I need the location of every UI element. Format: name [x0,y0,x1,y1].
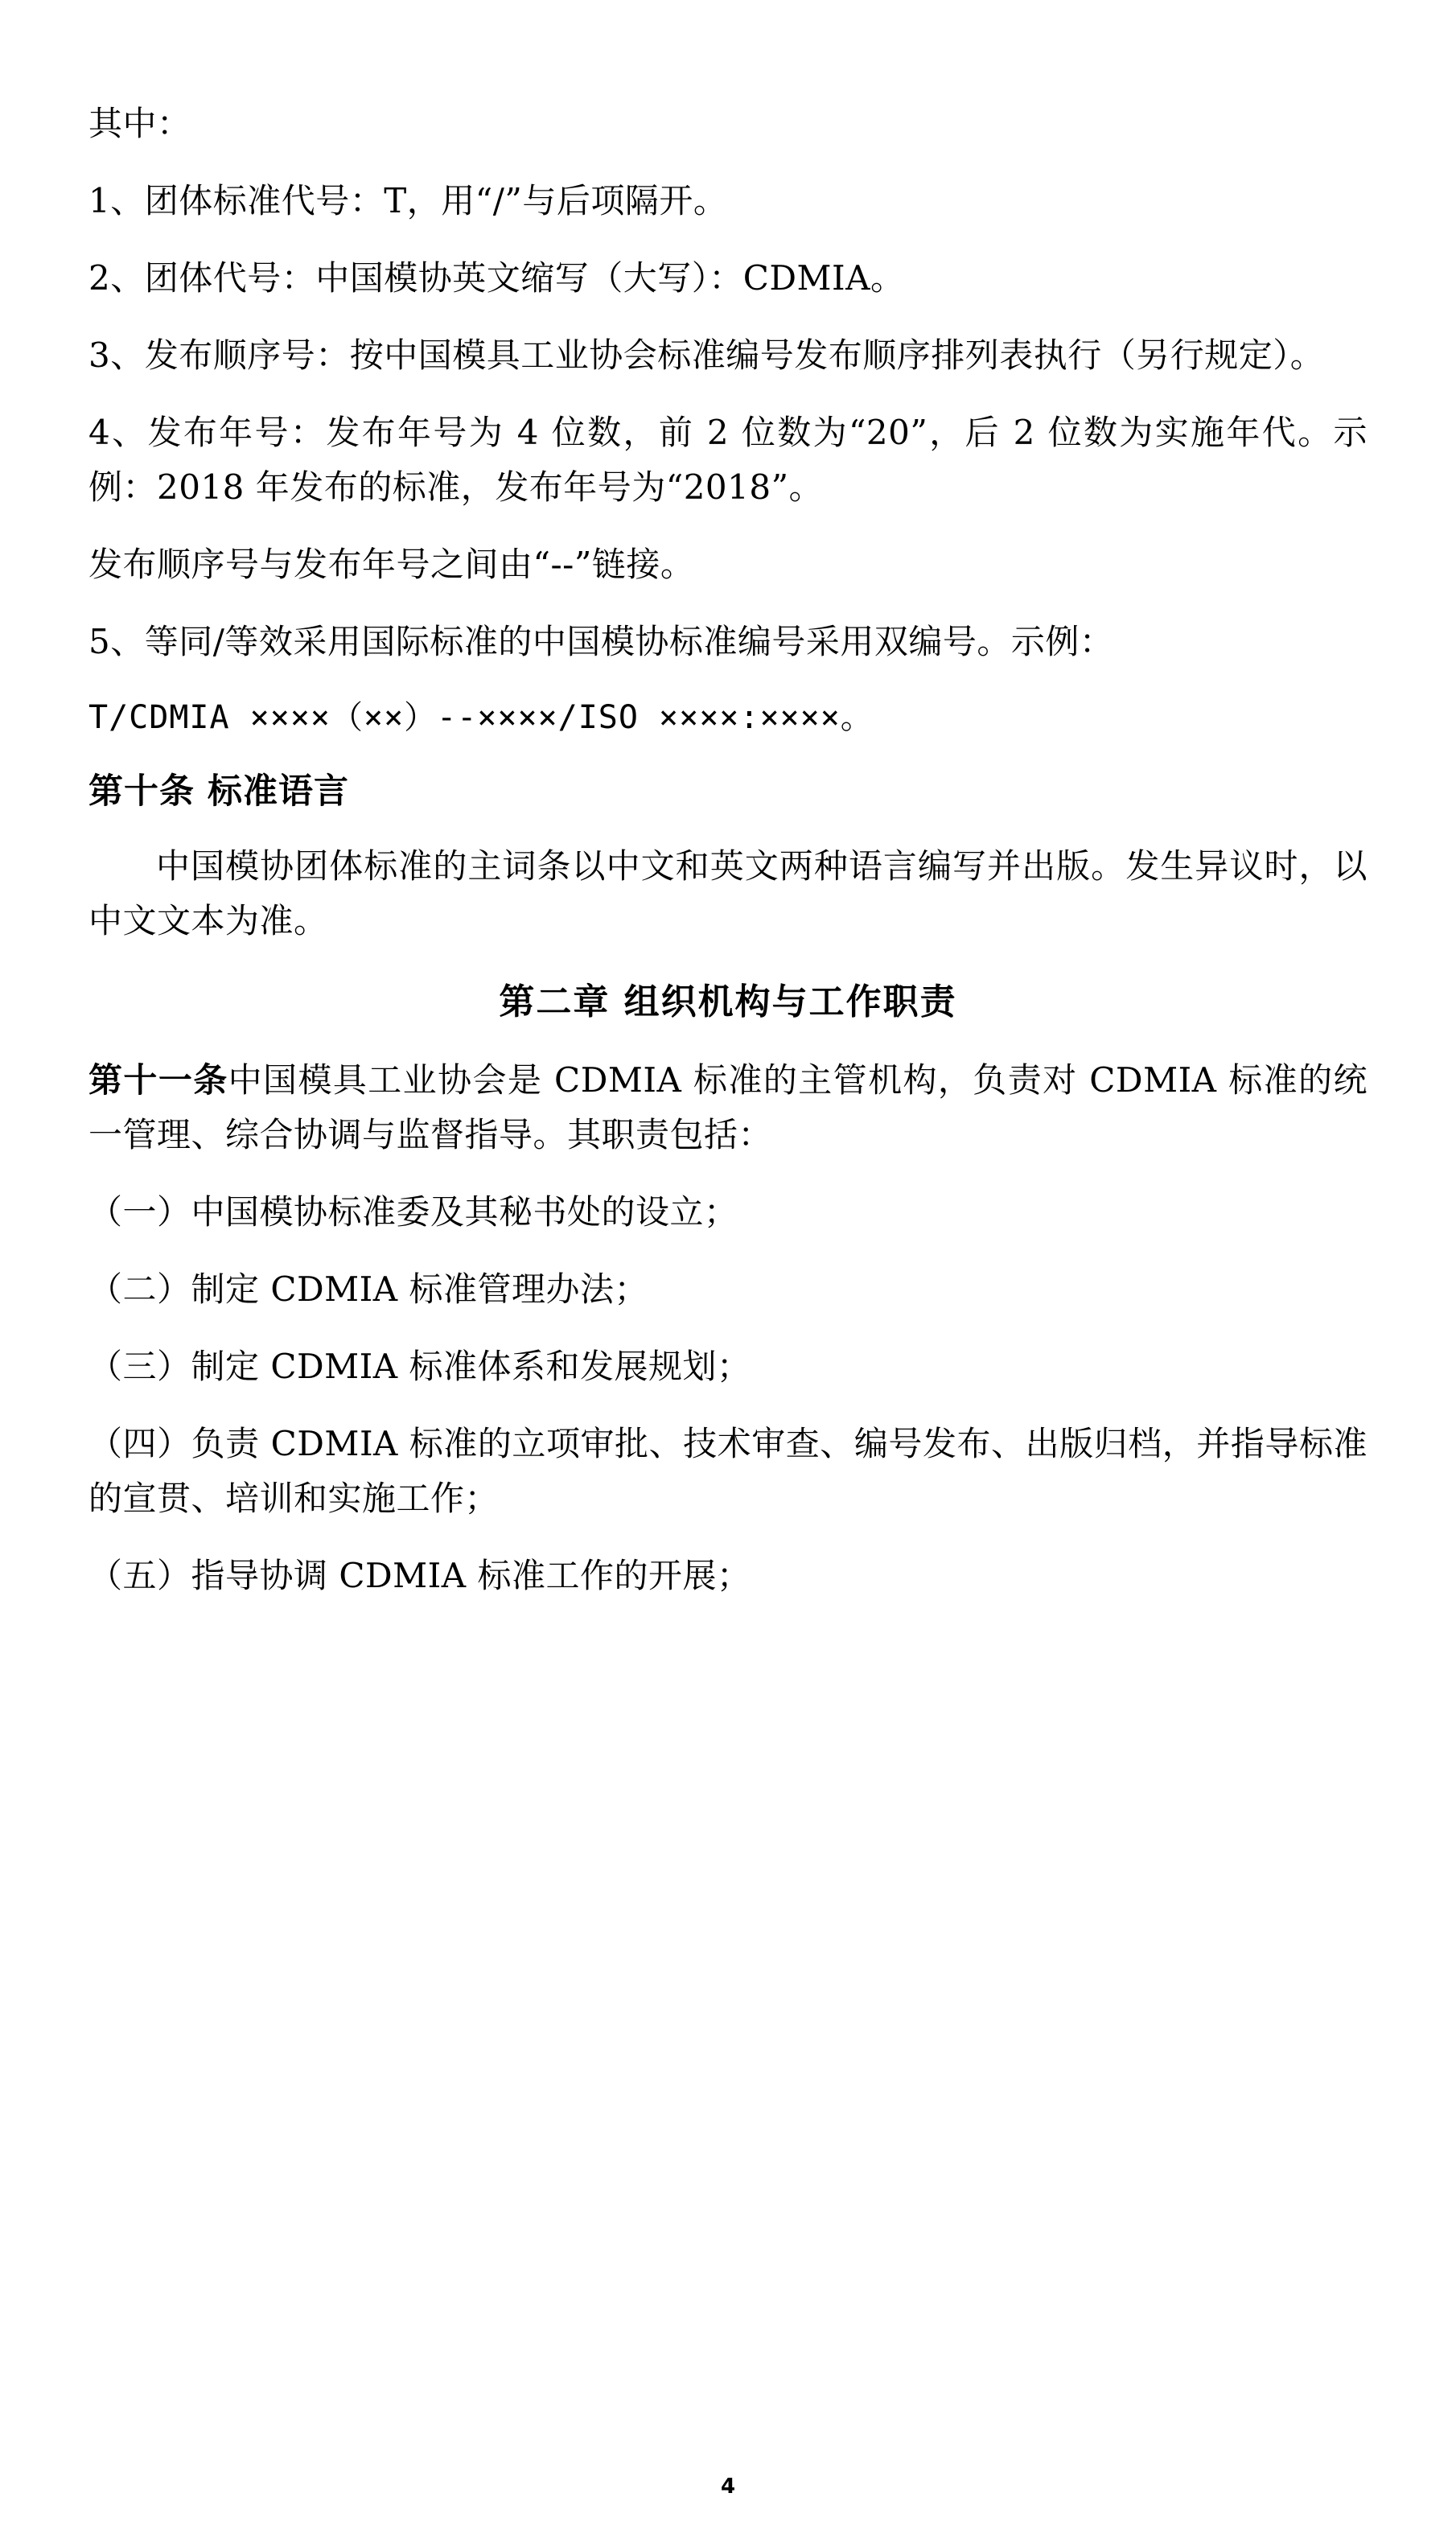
paragraph-dash-note: 发布顺序号与发布年号之间由“--”链接。 [88,545,695,585]
list-item-2: （二）制定 CDMIA 标准管理办法； [88,1269,648,1309]
paragraph-intro: 其中： [88,104,191,143]
clause-eleven-label: 第十一条 [88,1059,228,1100]
list-item-3: （三）制定 CDMIA 标准体系和发展规划； [88,1346,751,1386]
page-number: 4 [720,2475,736,2499]
list-item-5: （五）指导协调 CDMIA 标准工作的开展； [88,1556,751,1596]
paragraph-item-3: 3、发布顺序号：按中国模具工业协会标准编号发布顺序排列表执行（另行规定）。 [88,335,1325,376]
list-item-4: （四）负责 CDMIA 标准的立项审批、技术审查、编号发布、出版归档，并指导标准的宣贯、培训和实施工作； [88,1423,1368,1518]
paragraph-item-5: 5、等同/等效采用国际标准的中国模协标准编号采用双编号。示例： [88,622,1114,662]
heading-chapter-two: 第二章 组织机构与工作职责 [499,981,957,1022]
list-item-1: （一）中国模协标准委及其秘书处的设立； [88,1191,738,1232]
paragraph-item-4: 4、发布年号：发布年号为 4 位数，前 2 位数为“20”，后 2 位数为实施年代。示例：2018 年发布的标准，发布年号为“2018”。 [88,413,1368,508]
heading-clause-ten: 第十条 标准语言 [88,771,349,813]
clause-eleven-text: 中国模具工业协会是 CDMIA 标准的主管机构，负责对 CDMIA 标准的统一管理、综合协调与监督指导。其职责包括： [88,1059,1368,1154]
document-body [88,97,1368,1603]
paragraph-item-1: 1、团体标准代号：T，用“/”与后项隔开。 [88,181,728,221]
paragraph-clause-ten-body: 中国模协团体标准的主词条以中文和英文两种语言编写并出版。发生异议时，以中文文本为准。 [88,845,1368,940]
paragraph-clause-eleven [88,1053,1368,1162]
paragraph-item-2: 2、团体代号：中国模协英文缩写（大写）：CDMIA。 [88,258,905,298]
paragraph-code-example: T/CDMIA ××××（××）--××××/ISO ××××:××××。 [88,699,874,737]
